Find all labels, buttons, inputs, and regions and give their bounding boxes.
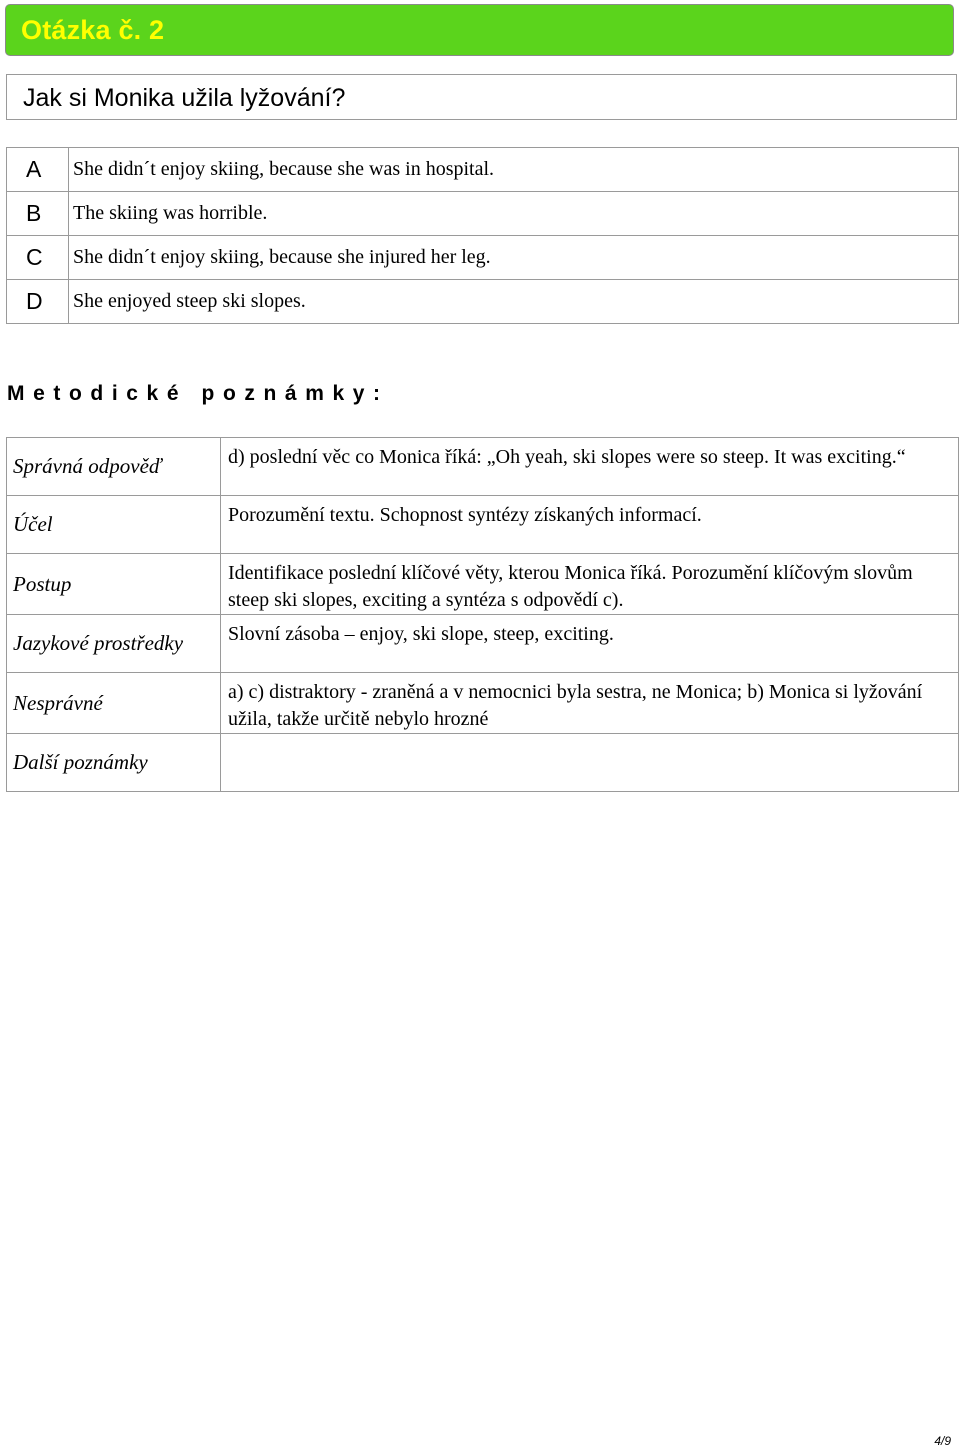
notes-value: Porozumění textu. Schopnost syntézy získaných informací. [221,496,959,554]
notes-label: Účel [7,496,221,554]
answer-text: She didn´t enjoy skiing, because she was in hospital. [69,148,959,192]
answer-options-table [6,147,959,324]
notes-value: Slovní zásoba – enjoy, ski slope, steep, exciting. [221,615,959,673]
answer-row-c [7,236,959,280]
notes-value [221,734,959,792]
answer-text: She enjoyed steep ski slopes. [69,280,959,324]
notes-row-other [7,734,959,792]
notes-value: a) c) distraktory - zraněná a v nemocnici byla sestra, ne Monica; b) Monica si lyžování užila, takže určitě nebylo hrozné [221,673,959,734]
page-number: 4/9 [934,1434,951,1448]
notes-row-procedure [7,554,959,615]
notes-label: Jazykové prostředky [7,615,221,673]
notes-row-language-means [7,615,959,673]
notes-row-purpose [7,496,959,554]
question-header-bar [5,4,954,56]
answer-row-b [7,192,959,236]
question-text: Jak si Monika užila lyžování? [23,84,346,112]
notes-row-incorrect [7,673,959,734]
answer-letter: C [7,236,69,280]
methodical-notes-heading: Metodické poznámky: [7,382,389,405]
question-box [6,74,957,120]
answer-letter: D [7,280,69,324]
question-number-title: Otázka č. 2 [21,15,165,45]
notes-row-correct-answer [7,438,959,496]
notes-value: d) poslední věc co Monica říká: „Oh yeah, ski slopes were so steep. It was exciting.“ [221,438,959,496]
notes-label: Správná odpověď [7,438,221,496]
notes-value: Identifikace poslední klíčové věty, kterou Monica říká. Porozumění klíčovým slovům steep ski slopes, exciting a syntéza s odpovědí c). [221,554,959,615]
answer-letter: A [7,148,69,192]
methodical-notes-table [6,437,959,792]
notes-label: Další poznámky [7,734,221,792]
answer-row-a [7,148,959,192]
notes-label: Nesprávné [7,673,221,734]
answer-text: The skiing was horrible. [69,192,959,236]
answer-text: She didn´t enjoy skiing, because she injured her leg. [69,236,959,280]
notes-label: Postup [7,554,221,615]
answer-letter: B [7,192,69,236]
answer-row-d [7,280,959,324]
